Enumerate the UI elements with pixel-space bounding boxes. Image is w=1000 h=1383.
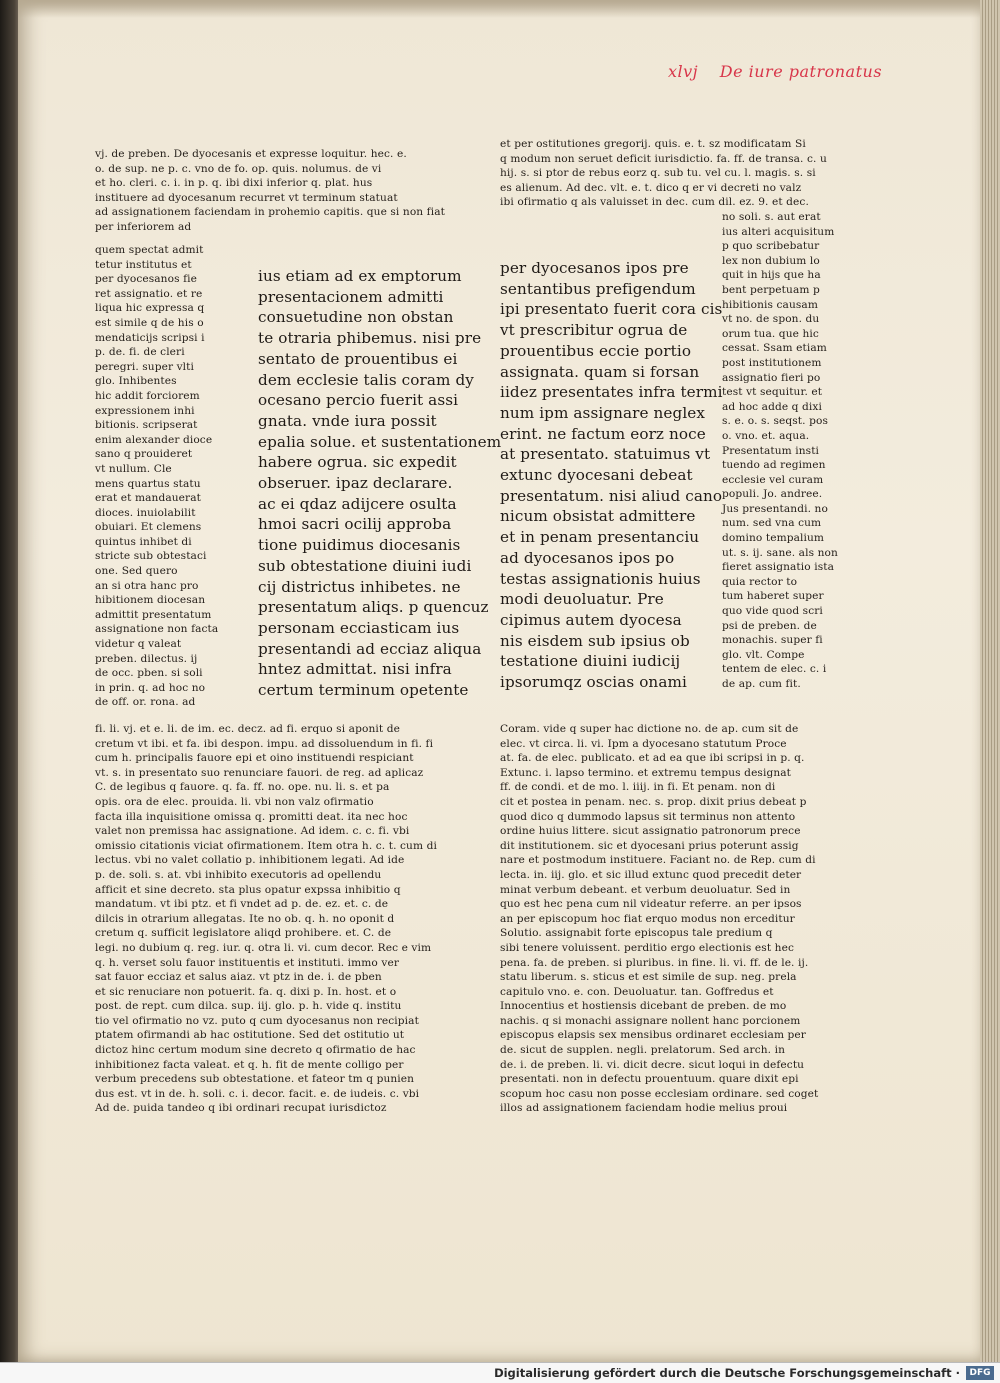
gloss-line: an per episcopum hoc fiat erquo modus non erceditur [500, 912, 795, 925]
gloss-line: vt. s. in presentato suo renunciare fauori. de reg. ad aplicaz [95, 766, 424, 779]
main-text-column-2 [500, 258, 723, 693]
gloss-line: monachis. super fi [722, 634, 823, 647]
text-line: obseruer. ipaz declarare. [258, 474, 453, 493]
text-line: prouentibus eccie portio [500, 341, 692, 360]
folio-number: xlvj [668, 62, 699, 81]
gloss-line: afficit et sine decreto. sta plus opatur expssa inhibitio q [95, 883, 401, 896]
gloss-line: vt no. de spon. du [722, 313, 820, 326]
gloss-line: quo est hec pena cum nil videatur referre. an per ipsos [500, 898, 802, 911]
text-line: extunc dyocesani debeat [500, 466, 693, 485]
text-line: testatione diuini iudicij [500, 652, 681, 671]
gloss-line: fieret assignatio ista [722, 561, 835, 574]
gloss-line: lectus. vbi no valet collatio p. inhibitionem legati. Ad ide [95, 854, 405, 867]
text-line: tione puidimus diocesanis [258, 536, 461, 555]
gloss-line: cum h. principalis fauore epi et oino instituendi respiciant [95, 752, 414, 765]
gloss-line: ret assignatio. et re [95, 287, 203, 300]
gloss-line: ius alteri acquisitum [722, 225, 835, 238]
text-line: hntez admittat. nisi infra [258, 660, 452, 679]
footer-bar [0, 1362, 1000, 1383]
gloss-line: post institutionem [722, 356, 822, 369]
gloss-line: psi de preben. de [722, 619, 817, 632]
gloss-line: assignatione non facta [95, 623, 219, 636]
gloss-line: assignatio fieri po [722, 371, 821, 384]
gloss-line: nare et postmodum instituere. Faciant no. de Rep. cum di [500, 854, 816, 867]
gloss-line: orum tua. que hic [722, 327, 819, 340]
gloss-line: admittit presentatum [95, 608, 212, 621]
gloss-line: enim alexander dioce [95, 433, 213, 446]
gloss-line: valet non premissa hac assignatione. Ad idem. c. c. fi. vbi [95, 825, 410, 838]
gloss-line: bitionis. scripserat [95, 419, 198, 432]
text-line: dem ecclesie talis coram dy [258, 370, 474, 389]
gloss-line: tetur institutus et [95, 258, 192, 271]
gloss-line: cit et postea in penam. nec. s. prop. dixit prius debeat p [500, 795, 807, 808]
gloss-line: et sic renuciare non potuerit. fa. q. dixi p. In. host. et o [95, 985, 397, 998]
gloss-line: quintus inhibet di [95, 535, 192, 548]
text-line: erint. ne factum eorz noce [500, 424, 706, 443]
gloss-line: test vt sequitur. et [722, 386, 823, 399]
gloss-line: ad hoc adde q dixi [722, 400, 822, 413]
text-line: et in penam presentanciu [500, 528, 700, 547]
text-line: gnata. vnde iura possit [258, 411, 437, 430]
text-line: te otraria phibemus. nisi pre [258, 329, 482, 348]
gloss-line: q modum non seruet deficit iurisdictio. fa. ff. de transa. c. u [500, 152, 827, 165]
gloss-line: ordine huius littere. sicut assignatio patronorum prece [500, 825, 801, 838]
text-line: sub obtestatione diuini iudi [258, 556, 472, 575]
text-line: ad dyocesanos ipos po [500, 548, 675, 567]
text-line: hmoi sacri ocilij approba [258, 515, 452, 534]
gloss-line: capitulo vno. e. con. Deuoluatur. tan. Goffredus et [500, 985, 774, 998]
text-line: ius etiam ad ex emptorum [258, 267, 462, 285]
gloss-line: omissio citationis viciat ofirmationem. Item otra h. c. t. cum di [95, 839, 437, 852]
page-stack-edge [980, 0, 1000, 1362]
gloss-line: nachis. q si monachi assignare nollent hanc porcionem [500, 1014, 801, 1027]
gloss-line: lex non dubium lo [722, 254, 820, 267]
gloss-line: instituere ad dyocesanum recurret vt terminum statuat [95, 191, 398, 204]
gloss-bottom-left [95, 722, 437, 1116]
gloss-top-right [500, 137, 827, 210]
page-top-shadow [18, 0, 984, 18]
gloss-line: ut. s. ij. sane. als non [722, 546, 838, 559]
gloss-line: Coram. vide q super hac dictione no. de ap. cum sit de [500, 723, 799, 735]
running-head [668, 62, 898, 81]
gloss-line: de occ. pben. si soli [95, 667, 203, 680]
gloss-line: opis. ora de elec. prouida. li. vbi non valz ofirmatio [95, 795, 374, 808]
gloss-line: an si otra hanc pro [95, 579, 199, 592]
gloss-line: q. h. verset solu fauor instituentis et instituti. immo ver [95, 956, 399, 969]
gloss-top-left [95, 147, 445, 235]
text-line: ac ei qdaz adijcere osulta [258, 494, 457, 513]
gloss-line: domino tempalium [722, 532, 825, 545]
gloss-line: p. de. soli. s. at. vbi inhibito executoris ad opellendu [95, 868, 382, 881]
gloss-line: cessat. Ssam etiam [722, 342, 827, 355]
gloss-line: s. e. o. s. seqst. pos [722, 415, 828, 428]
text-line: habere ogrua. sic expedit [258, 453, 457, 472]
running-title: De iure patronatus [719, 62, 883, 81]
gloss-line: ecclesie vel curam [722, 473, 824, 486]
gloss-line: sibi tenere voluissent. perditio ergo electionis est hec [500, 941, 794, 954]
gloss-line: et ho. cleri. c. i. in p. q. ibi dixi inferior q. plat. hus [95, 177, 373, 190]
gloss-line: tuendo ad regimen [722, 459, 826, 472]
gloss-line: dilcis in otrarium allegatas. Ite no ob. q. h. no oponit d [95, 912, 395, 925]
gloss-line: peregri. super vlti [95, 360, 195, 373]
gloss-line: no soli. s. aut erat [722, 211, 821, 223]
gloss-line: mens quartus statu [95, 477, 201, 490]
gloss-line: populi. Jo. andree. [722, 488, 823, 501]
gloss-line: bent perpetuam p [722, 283, 820, 296]
gloss-line: hibitionis causam [722, 298, 818, 311]
gloss-line: num. sed vna cum [722, 517, 822, 530]
gloss-line: elec. vt circa. li. vi. Ipm a dyocesano statutum Proce [500, 737, 787, 750]
gloss-line: mandatum. vt ibi ptz. et fi vndet ad p. de. ez. et. c. de [95, 898, 389, 911]
gloss-line: legi. no dubium q. reg. iur. q. otra li. vi. cum decor. Rec e vim [95, 941, 432, 954]
gloss-line: pena. fa. de preben. si pluribus. in fine. li. vi. ff. de le. ij. [500, 956, 809, 969]
gloss-line: Extunc. i. lapso termino. et extremu tempus designat [500, 766, 792, 779]
text-line: nis eisdem sub ipsius ob [500, 631, 690, 650]
gloss-line: post. de rept. cum dilca. sup. iij. glo. p. h. vide q. institu [95, 1000, 402, 1013]
text-line: certum terminum opetente [258, 681, 469, 700]
dfg-logo: DFG [966, 1366, 994, 1380]
gloss-line: Presentatum insti [722, 444, 820, 457]
gloss-line: quit in hijs que ha [722, 269, 821, 282]
gloss-line: ad assignationem faciendam in prohemio capitis. que si non fiat [95, 206, 445, 219]
gloss-line: stricte sub obtestaci [95, 550, 207, 563]
gloss-line: videtur q valeat [95, 638, 182, 651]
text-line: ipi presentato fuerit cora cis [500, 300, 723, 319]
gloss-line: dioces. inuiolabilit [95, 506, 196, 519]
gloss-line: Ad de. puida tandeo q ibi ordinari recupat iurisdictoz [95, 1102, 387, 1115]
gloss-line: per dyocesanos fie [95, 273, 197, 286]
gloss-line: erat et mandauerat [95, 492, 201, 505]
gloss-line: liqua hic expressa q [95, 302, 205, 315]
gloss-line: es alienum. Ad dec. vlt. e. t. dico q er vi decreti no valz [500, 181, 802, 194]
gloss-line: expressionem inhi [95, 404, 195, 417]
gloss-line: ptatem ofirmandi ab hac ostitutione. Sed det ostitutio ut [95, 1029, 405, 1042]
gloss-line: est simile q de his o [95, 316, 204, 329]
text-line: vt prescribitur ogrua de [500, 321, 688, 340]
gloss-line: minat verbum debeant. et verbum deuoluatur. Sed in [500, 883, 791, 896]
gloss-line: statu liberum. s. sticus et est simile de sup. neg. prela [500, 971, 797, 984]
gloss-line: de ap. cum fit. [722, 678, 801, 690]
text-line: epalia solue. et sustentationem [258, 432, 502, 451]
gloss-line: Innocentius et hostiensis dicebant de preben. de mo [500, 1000, 787, 1013]
gloss-line: lecta. in. iij. glo. et sic illud extunc quod precedit deter [500, 868, 802, 881]
gloss-line: tum haberet super [722, 590, 824, 603]
text-line: sentantibus prefigendum [500, 279, 696, 298]
gloss-line: at. fa. de elec. publicato. et ad ea que ibi scripsi in p. q. [500, 752, 805, 765]
text-line: per dyocesanos ipos pre [500, 259, 689, 277]
gloss-line: cretum q. sufficit legislatore aliqd prohibere. et. C. de [95, 927, 392, 940]
gloss-line: ibi ofirmatio q als valuisset in dec. cum dil. ez. 9. et dec. [500, 196, 809, 209]
gloss-line: episcopus elapsis sex mensibus ordinaret ecclesiam per [500, 1029, 806, 1042]
gloss-line: quo vide quod scri [722, 605, 823, 618]
gloss-line: tentem de elec. c. i [722, 663, 827, 676]
gloss-line: quod dico q dummodo lapsus sit terminus non attento [500, 810, 796, 823]
text-line: presentacionem admitti [258, 287, 444, 306]
text-line: personam ecciasticam ius [258, 618, 460, 637]
text-line: presentandi ad ecciaz aliqua [258, 639, 482, 658]
gloss-line: illos ad assignationem faciendam hodie melius proui [500, 1102, 788, 1115]
text-line: ipsorumqz oscias onami [500, 673, 687, 692]
gloss-left-column [95, 243, 218, 710]
gloss-line: scopum hoc casu non posse ecclesiam ordinare. sed coget [500, 1087, 819, 1100]
gloss-line: quia rector to [722, 575, 798, 588]
text-line: iidez presentates infra termi [500, 383, 723, 402]
text-line: presentatum aliqs. p quencuz [258, 598, 489, 617]
text-line: sentato de prouentibus ei [258, 349, 458, 368]
text-line: nicum obsistat admittere [500, 507, 696, 526]
funding-credit: Digitalisierung gefördert durch die Deutsche Forschungsgemeinschaft · [494, 1366, 960, 1380]
text-line: cipimus autem dyocesa [500, 610, 682, 629]
gloss-right-column [722, 210, 838, 692]
gloss-line: cretum vt ibi. et fa. ibi despon. impu. ad dissoluendum in fi. fi [95, 737, 434, 750]
gloss-line: presentati. non in defectu prouentuum. quare dixit epi [500, 1073, 799, 1086]
gloss-line: o. vno. et. aqua. [722, 429, 810, 442]
gloss-line: vt nullum. Cle [95, 462, 172, 475]
gloss-line: verbum precedens sub obtestatione. et fateor tm q punien [95, 1073, 415, 1086]
gloss-line: et per ostitutiones gregorij. quis. e. t. sz modificatam Si [500, 138, 806, 150]
gloss-line: vj. de preben. De dyocesanis et expresse loquitur. hec. e. [95, 148, 407, 160]
gloss-line: fi. li. vj. et e. li. de im. ec. decz. ad fi. erquo si aponit de [95, 723, 400, 735]
gloss-line: p quo scribebatur [722, 240, 820, 253]
gloss-line: de. sicut de supplen. negli. prelatorum. Sed arch. in [500, 1044, 786, 1057]
text-line: cij districtus inhibetes. ne [258, 577, 461, 596]
gloss-line: glo. Inhibentes [95, 375, 177, 388]
gloss-line: Solutio. assignabit forte episcopus tale predium q [500, 927, 773, 940]
gloss-line: hibitionem diocesan [95, 594, 206, 607]
gloss-line: de. i. de preben. li. vi. dicit decre. sicut loqui in defectu [500, 1058, 805, 1071]
gloss-line: de off. or. rona. ad [95, 696, 196, 709]
gloss-line: dictoz hinc certum modum sine decreto q ofirmatio de hac [95, 1044, 416, 1057]
text-line: testas assignationis huius [500, 569, 701, 588]
text-line: ocesano percio fuerit assi [258, 391, 459, 410]
gloss-line: glo. vlt. Compe [722, 648, 805, 661]
gloss-line: sano q prouideret [95, 448, 193, 461]
gloss-line: mendaticijs scripsi i [95, 331, 205, 344]
gloss-line: obuiari. Et clemens [95, 521, 202, 534]
gloss-line: inhibitionez facta valeat. et q. h. fit de mente colligo per [95, 1058, 404, 1071]
gloss-bottom-right [500, 722, 818, 1116]
gloss-line: C. de legibus q fauore. q. fa. ff. no. ope. nu. li. s. et pa [95, 781, 390, 794]
text-line: presentatum. nisi aliud cano [500, 486, 723, 505]
gloss-line: one. Sed quero [95, 565, 178, 578]
gloss-line: p. de. fi. de cleri [95, 346, 185, 359]
text-line: num ipm assignare neglex [500, 403, 706, 422]
gloss-line: dus est. vt in de. h. soli. c. i. decor. facit. e. de iudeis. c. vbi [95, 1087, 420, 1100]
text-line: at presentato. statuimus vt [500, 445, 711, 464]
gloss-line: facta illa inquisitione omissa q. promitti deat. ita nec hoc [95, 810, 408, 823]
text-line: modi deuoluatur. Pre [500, 590, 664, 609]
gloss-line: dit institutionem. sic et dyocesani prius poterunt assig [500, 839, 799, 852]
gloss-line: hic addit forciorem [95, 389, 200, 402]
gloss-line: tio vel ofirmatio no vz. puto q cum dyocesanus non recipiat [95, 1014, 419, 1027]
gloss-line: preben. dilectus. ij [95, 652, 198, 665]
gloss-line: Jus presentandi. no [722, 502, 828, 515]
gloss-line: quem spectat admit [95, 244, 204, 256]
gloss-line: hij. s. si ptor de rebus eorz q. sub tu. vel cu. l. magis. s. si [500, 167, 816, 180]
gloss-line: ff. de condi. et de mo. l. iiij. in fi. Et penam. non di [500, 781, 776, 794]
gloss-line: sat fauor ecciaz et salus aiaz. vt ptz in de. i. de pben [95, 971, 382, 984]
gloss-line: o. de sup. ne p. c. vno de fo. op. quis. nolumus. de vi [95, 162, 382, 175]
text-line: assignata. quam si forsan [500, 362, 700, 381]
gloss-line: in prin. q. ad hoc no [95, 681, 206, 694]
gloss-line: per inferiorem ad [95, 220, 192, 233]
text-line: consuetudine non obstan [258, 308, 454, 327]
main-text-column-1 [258, 266, 501, 701]
